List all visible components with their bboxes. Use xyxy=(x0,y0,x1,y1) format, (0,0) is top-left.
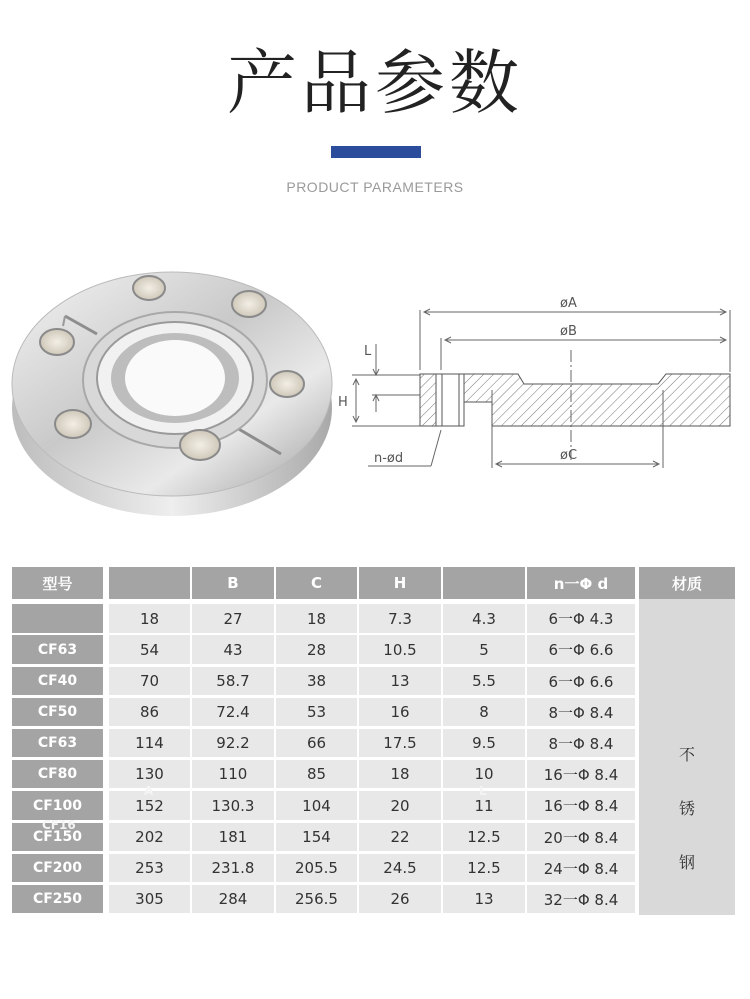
row-value-l: 8 xyxy=(443,698,525,726)
row-value-c: 38 xyxy=(276,667,357,695)
row-value-a: 114 xyxy=(109,729,190,757)
row-value-h: 22 xyxy=(359,823,441,851)
ghost-label-l: L xyxy=(479,784,487,798)
row-model: CF40 xyxy=(12,667,103,695)
row-value-c: 256.5 xyxy=(276,885,357,913)
header-a xyxy=(109,567,190,599)
row-value-a: 18 xyxy=(109,604,190,633)
row-model: CF63 xyxy=(12,635,103,664)
row-value-a: 202 xyxy=(109,823,190,851)
row-value-l: 5 xyxy=(443,635,525,664)
row-value-l: 4.3 xyxy=(443,604,525,633)
row-value-c: 205.5 xyxy=(276,854,357,882)
row-value-l: 5.5 xyxy=(443,667,525,695)
header-b: B xyxy=(192,567,274,599)
ghost-label-a: A xyxy=(144,784,154,798)
row-value-holes: 32一Φ 8.4 xyxy=(527,885,635,913)
dim-label-b: øB xyxy=(560,324,577,339)
row-value-holes: 20一Φ 8.4 xyxy=(527,823,635,851)
material-char-3: 钢 xyxy=(678,853,695,872)
row-value-c: 53 xyxy=(276,698,357,726)
row-value-b: 130.3 xyxy=(192,791,274,820)
row-value-c: 85 xyxy=(276,760,357,788)
row-value-a: 305 xyxy=(109,885,190,913)
row-value-a: 253 xyxy=(109,854,190,882)
title-accent-bar xyxy=(331,146,421,158)
row-value-c: 18 xyxy=(276,604,357,633)
row-value-holes: 24一Φ 8.4 xyxy=(527,854,635,882)
row-value-holes: 8一Φ 8.4 xyxy=(527,729,635,757)
row-value-a: 70 xyxy=(109,667,190,695)
row-value-b: 231.8 xyxy=(192,854,274,882)
dim-label-h: H xyxy=(338,395,348,410)
row-model: CF200 xyxy=(12,854,103,882)
row-value-h: 13 xyxy=(359,667,441,695)
row-value-b: 27 xyxy=(192,604,274,633)
row-value-h: 7.3 xyxy=(359,604,441,633)
row-value-b: 284 xyxy=(192,885,274,913)
flange-photo xyxy=(5,258,345,528)
dim-label-l: L xyxy=(364,344,372,359)
parameter-table xyxy=(12,567,735,917)
header-c: C xyxy=(276,567,357,599)
row-value-holes: 16一Φ 8.4 xyxy=(527,791,635,820)
row-value-h: 26 xyxy=(359,885,441,913)
row-value-b: 92.2 xyxy=(192,729,274,757)
flange-cross-section-diagram xyxy=(328,292,738,482)
row-value-h: 24.5 xyxy=(359,854,441,882)
header-material: 材质 xyxy=(639,567,735,599)
row-value-holes: 16一Φ 8.4 xyxy=(527,760,635,788)
row-value-b: 58.7 xyxy=(192,667,274,695)
row-value-holes: 8一Φ 8.4 xyxy=(527,698,635,726)
row-value-l: 11 xyxy=(443,791,525,820)
row-value-h: 16 xyxy=(359,698,441,726)
row-value-holes: 6一Φ 6.6 xyxy=(527,635,635,664)
row-model: CF250 xyxy=(12,885,103,913)
row-value-l: 12.5 xyxy=(443,823,525,851)
row-value-b: 43 xyxy=(192,635,274,664)
row-value-l: 13 xyxy=(443,885,525,913)
row-value-a: 130 xyxy=(109,760,190,788)
ghost-label-model: CF16 xyxy=(42,818,76,832)
row-value-c: 28 xyxy=(276,635,357,664)
material-char-1: 不 xyxy=(678,745,695,764)
row-model: CF63 xyxy=(12,729,103,757)
header-model: 型号 xyxy=(12,567,103,599)
row-value-h: 18 xyxy=(359,760,441,788)
row-value-l: 12.5 xyxy=(443,854,525,882)
row-model: CF80 xyxy=(12,760,103,788)
row-value-b: 110 xyxy=(192,760,274,788)
row-model xyxy=(12,604,103,633)
row-value-a: 86 xyxy=(109,698,190,726)
page-title: 产品参数 xyxy=(227,42,523,124)
header-l xyxy=(443,567,525,599)
row-value-holes: 6一Φ 6.6 xyxy=(527,667,635,695)
row-model: CF150 xyxy=(12,823,103,851)
material-cell xyxy=(639,599,735,915)
row-value-h: 17.5 xyxy=(359,729,441,757)
row-value-l: 9.5 xyxy=(443,729,525,757)
row-value-holes: 6一Φ 4.3 xyxy=(527,604,635,633)
row-value-a: 152 xyxy=(109,791,190,820)
row-value-c: 104 xyxy=(276,791,357,820)
dim-label-holes: n-ød xyxy=(374,451,404,466)
row-value-l: 10 xyxy=(443,760,525,788)
row-value-h: 10.5 xyxy=(359,635,441,664)
header-holes: n一Φ d xyxy=(527,567,635,599)
row-value-b: 181 xyxy=(192,823,274,851)
row-value-b: 72.4 xyxy=(192,698,274,726)
row-value-h: 20 xyxy=(359,791,441,820)
row-model: CF100 xyxy=(12,791,103,820)
dim-label-a: øA xyxy=(560,296,577,311)
material-char-2: 锈 xyxy=(678,799,695,818)
row-model: CF50 xyxy=(12,698,103,726)
dim-label-c: øC xyxy=(560,448,578,463)
row-value-c: 66 xyxy=(276,729,357,757)
page-subtitle: PRODUCT PARAMETERS xyxy=(286,179,464,195)
row-value-c: 154 xyxy=(276,823,357,851)
row-value-a: 54 xyxy=(109,635,190,664)
header-h: H xyxy=(359,567,441,599)
